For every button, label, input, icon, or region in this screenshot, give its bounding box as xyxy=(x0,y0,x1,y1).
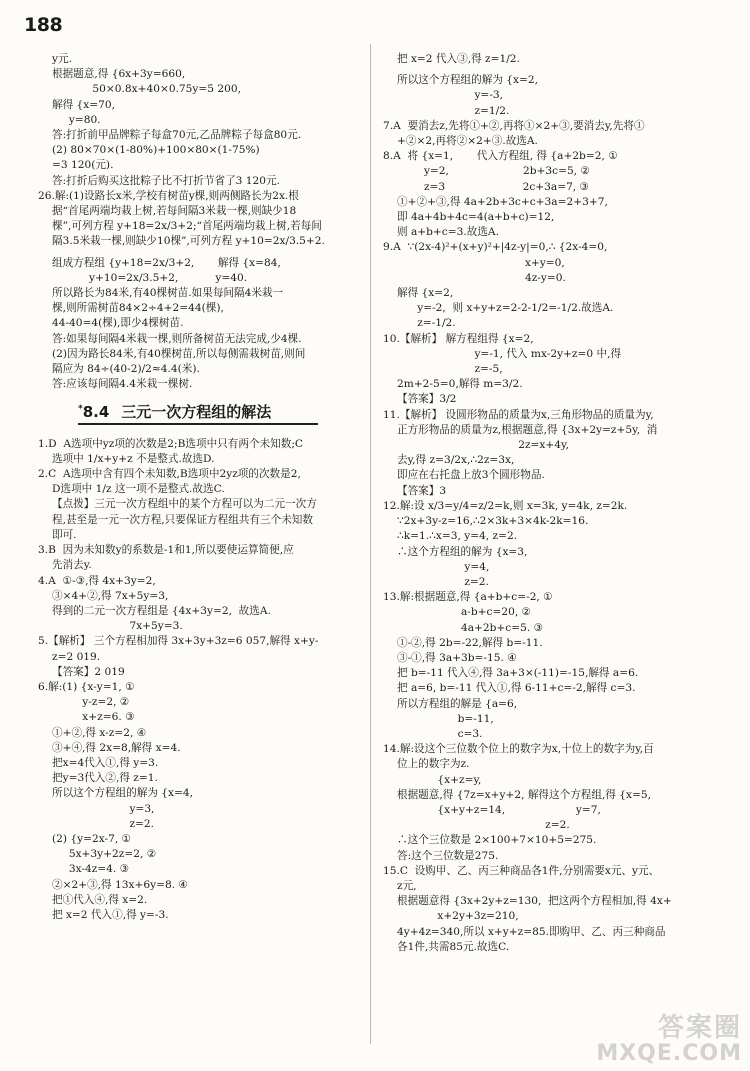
text-line: z=2 019. xyxy=(52,650,101,663)
watermark-url: MXQE.COM xyxy=(596,1041,742,1066)
text-line: 4y+4z=340,所以 x+y+z=85.即购甲、乙、丙三种商品 xyxy=(397,925,666,938)
text-line: 去y,得 z=3/2x,∴2z=3x, xyxy=(397,454,515,467)
text-line: c=3. xyxy=(397,727,483,740)
text-line: z=-1/2. xyxy=(397,317,456,330)
text-line: y=-3, xyxy=(397,89,503,102)
text-line: 位上的数字为z. xyxy=(397,758,470,771)
text-line: {x+z=y, xyxy=(397,773,482,786)
text-line: 把 b=-11 代入④,得 3a+3×(-11)=-15,解得 a=6. xyxy=(397,667,639,680)
text-line: 得到的二元一次方程组是 {4x+3y=2, 故选A. xyxy=(52,604,271,617)
text-line: 12.解:设 x/3=y/4=z/2=k,则 x=3k, y=4k, z=2k. xyxy=(383,499,628,512)
left-column xyxy=(38,52,356,923)
text-line: 根据题意,得 {6x+3y=660, xyxy=(52,68,186,81)
text-line: 程,甚至是一元一次方程,只要保证方程组共有三个未知数 xyxy=(52,513,313,526)
text-line: ①+②+③,得 4a+2b+3c+c+3a=2+3+7, xyxy=(397,195,608,208)
text-line: 【答案】3/2 xyxy=(397,393,457,406)
text-line: a-b+c=20, ② xyxy=(397,606,532,619)
text-line: ③×4+②,得 7x+5y=3, xyxy=(52,589,169,602)
text-line: 隔应为 84÷(40-2)/2≈4.4(米). xyxy=(52,363,200,376)
text-line: 解得 {x=2, xyxy=(397,287,454,300)
text-line: 先消去y. xyxy=(52,559,92,572)
text-line: 把 a=6, b=-11 代入①,得 6-11+c=-2,解得 c=3. xyxy=(397,682,636,695)
text-line: ③-①,得 3a+3b=-15. ④ xyxy=(397,651,517,664)
text-line: 15.C 设购甲、乙、丙三种商品各1件,分别需要x元、y元、 xyxy=(383,864,660,877)
text-line: ∴这个方程组的解为 {x=3, xyxy=(397,545,528,558)
left-column-part1 xyxy=(38,52,356,392)
text-line: y=2, 2b+3c=5, ② xyxy=(397,165,590,178)
text-line: 把x=4代入①,得 y=3. xyxy=(52,756,159,769)
text-line: 棵”,可列方程 y+18=2x/3+2;“首尾两端均栽上树,若每间 xyxy=(52,220,322,233)
text-line: 隔3.5米栽一棵,则缺少10棵”,可列方程 y+10=2x/3.5+2. xyxy=(52,235,325,248)
text-line: 答:这个三位数是275. xyxy=(397,849,499,862)
text-line: b=-11, xyxy=(397,712,494,725)
text-line: 答:应该每间隔4.4米栽一棵树. xyxy=(52,378,193,391)
text-line: 把 x=2 代入①,得 y=-3. xyxy=(52,908,169,921)
text-line: ∴这个三位数是 2×100+7×10+5=275. xyxy=(397,834,597,847)
text-line: 5.【解析】 三个方程相加得 3x+3y+3z=6 057,解得 x+y- xyxy=(38,635,319,648)
text-line: 正方形物品的质量为z,根据题意,得 {3x+2y=z+5y, 消 xyxy=(397,423,658,436)
text-line: ②×2+③,得 13x+6y=8. ④ xyxy=(52,878,188,891)
text-line: y+10=2x/3.5+2, y=40. xyxy=(52,271,248,284)
text-line: 11.【解析】 设圆形物品的质量为x,三角形物品的质量为y, xyxy=(383,408,654,421)
text-line: 棵,则所需树苗84×2÷4+2=44(棵), xyxy=(52,302,224,315)
text-line: x+2y+3z=210, xyxy=(397,910,519,923)
text-line: 2m+2-5=0,解得 m=3/2. xyxy=(397,378,523,391)
section-title: 三元一次方程组的解法 xyxy=(121,403,272,422)
text-line: 50×0.8x+40×0.75y=5 200, xyxy=(52,83,241,96)
text-line: 答:如果每间隔4米栽一棵,则所备树苗无法完成,少4棵. xyxy=(52,332,302,345)
text-line: +②×2,再将②×2+③.故选A. xyxy=(397,135,538,148)
text-line: 4a+2b+c=5. ③ xyxy=(397,621,544,634)
text-line: z=2. xyxy=(397,575,489,588)
section-heading xyxy=(78,402,318,424)
text-line: z=2. xyxy=(397,819,570,832)
text-line: 根据题意,得 {7z=x+y+2, 解得这个方程组,得 {x=5, xyxy=(397,788,652,801)
text-line: ∵2x+3y-z=16,∴2×3k+3×4k-2k=16. xyxy=(397,515,589,528)
text-line: ①-②,得 2b=-22,解得 b=-11. xyxy=(397,636,543,649)
text-line: y-z=2, ② xyxy=(52,696,130,709)
text-line: y=80. xyxy=(52,113,101,126)
text-line: 1.D A选项中yz项的次数是2;B选项中只有两个未知数;C xyxy=(38,437,304,450)
text-line: ∴k=1.∴x=3, y=4, z=2. xyxy=(397,530,518,543)
text-line: y=4, xyxy=(397,560,490,573)
text-line: y=3, xyxy=(52,802,155,815)
text-line: D选项中 1/z 这一项不是整式.故选C. xyxy=(52,483,225,496)
text-line: 解得 {x=70, xyxy=(52,98,115,111)
text-line: 【答案】2 019 xyxy=(52,665,125,678)
text-line: y元. xyxy=(52,53,72,65)
text-line: 【答案】3 xyxy=(397,484,447,497)
text-line: z元, xyxy=(397,879,417,892)
right-column xyxy=(383,52,733,955)
text-line: 26.解:(1)设路长x米,学校有树苗y棵,则两侧路长为2x.根 xyxy=(38,189,299,202)
text-line: 3.B 因为未知数y的系数是-1和1,所以要使运算简便,应 xyxy=(38,544,294,557)
text-line: 答:打折后购买这批粽子比不打折节省了3 120元. xyxy=(52,174,280,187)
text-line: y=-1, 代入 mx-2y+z=0 中,得 xyxy=(397,347,622,360)
text-line: 即 4a+4b+4c=4(a+b+c)=12, xyxy=(397,211,555,224)
text-line: 4z-y=0. xyxy=(397,271,566,284)
text-line: 5x+3y+2z=2, ② xyxy=(52,848,157,861)
text-line: 所以方程组的解是 {a=6, xyxy=(397,697,518,710)
text-line: 9.A ∵(2x-4)²+(x+y)²+|4z-y|=0,∴ {2x-4=0, xyxy=(383,241,608,254)
text-line: 6.解:(1) {x-y=1, ① xyxy=(38,680,135,693)
text-line: 把 x=2 代入③,得 z=1/2. xyxy=(397,53,520,65)
text-line: 即应在右托盘上放3个圆形物品. xyxy=(397,469,545,482)
text-line: ③+④,得 2x=8,解得 x=4. xyxy=(52,741,181,754)
text-line: =3 120(元). xyxy=(52,159,114,172)
text-line: ①+②,得 x-z=2, ④ xyxy=(52,726,147,739)
text-line: {x+y+z=14, y=7, xyxy=(397,803,601,816)
text-line: 8.A 将 {x=1, 代入方程组, 得 {a+2b=2, ① xyxy=(383,150,618,163)
text-line: 根据题意得 {3x+2y+z=130, 把这两个方程相加,得 4x+ xyxy=(397,895,672,908)
text-line: 2z=x+4y, xyxy=(397,439,569,452)
text-line: z=2. xyxy=(52,817,155,830)
text-line: 所以这个方程组的解为 {x=4, xyxy=(52,787,194,800)
text-line: 3x-4z=4. ③ xyxy=(52,863,130,876)
text-line: 所以这个方程组的解为 {x=2, xyxy=(397,74,539,87)
text-line: 答:打折前甲品牌粽子每盒70元,乙品牌粽子每盒80元. xyxy=(52,129,302,142)
text-line: (2) {y=2x-7, ① xyxy=(52,832,132,845)
text-line: 所以路长为84米,有40棵树苗.如果每间隔4米栽一 xyxy=(52,287,284,300)
text-line: 则 a+b+c=3.故选A. xyxy=(397,226,499,239)
text-line: 【点拨】三元一次方程组中的某个方程可以为二元一次方 xyxy=(52,498,317,511)
right-column-lines xyxy=(383,52,733,955)
text-line: z=3 2c+3a=7, ③ xyxy=(397,180,590,193)
text-line: 4.A ①-③,得 4x+3y=2, xyxy=(38,574,156,587)
text-line: 2.C A选项中含有四个未知数,B选项中2yz项的次数是2, xyxy=(38,468,301,481)
text-line: z=1/2. xyxy=(397,104,510,117)
text-line: 组成方程组 {y+18=2x/3+2, 解得 {x=84, xyxy=(52,256,281,269)
text-line: 据“首尾两端均栽上树,若每间隔3米栽一棵,则缺少18 xyxy=(52,205,297,218)
column-divider xyxy=(370,44,371,1044)
text-line: 把①代入④,得 x=2. xyxy=(52,893,148,906)
section-number: *8.4 xyxy=(78,403,110,422)
watermark xyxy=(596,1015,742,1067)
text-line: 14.解:设这个三位数个位上的数字为x,十位上的数字为y,百 xyxy=(383,743,654,756)
text-line: 10.【解析】 解方程组得 {x=2, xyxy=(383,332,534,345)
text-line: 选项中 1/x+y+z 不是整式.故选D. xyxy=(52,452,215,465)
text-line: x+z=6. ③ xyxy=(52,711,135,724)
text-line: x+y=0, xyxy=(397,256,565,269)
text-line: 7.A 要消去z,先将①+②,再将①×2+③,要消去y,先将① xyxy=(383,119,645,132)
page-number: 188 xyxy=(24,14,63,36)
watermark-logo: 答案圈 xyxy=(657,1013,742,1043)
text-line: 把y=3代入②,得 z=1. xyxy=(52,772,158,785)
text-line: 13.解:根据题意,得 {a+b+c=-2, ① xyxy=(383,591,553,604)
text-line: (2)因为路长84米,有40棵树苗,所以每侧需栽树苗,则间 xyxy=(52,347,306,360)
text-line: z=-5, xyxy=(397,363,503,376)
text-line: 44-40=4(棵),即少4棵树苗. xyxy=(52,317,184,330)
text-line: 7x+5y=3. xyxy=(52,620,183,633)
text-line: 各1件,共需85元.故选C. xyxy=(397,940,510,953)
text-line: y=-2, 则 x+y+z=2-2-1/2=-1/2.故选A. xyxy=(397,302,614,315)
text-line: (2) 80×70×(1-80%)+100×80×(1-75%) xyxy=(52,144,260,157)
left-column-part2 xyxy=(38,437,356,924)
text-line: 即可. xyxy=(52,528,77,541)
